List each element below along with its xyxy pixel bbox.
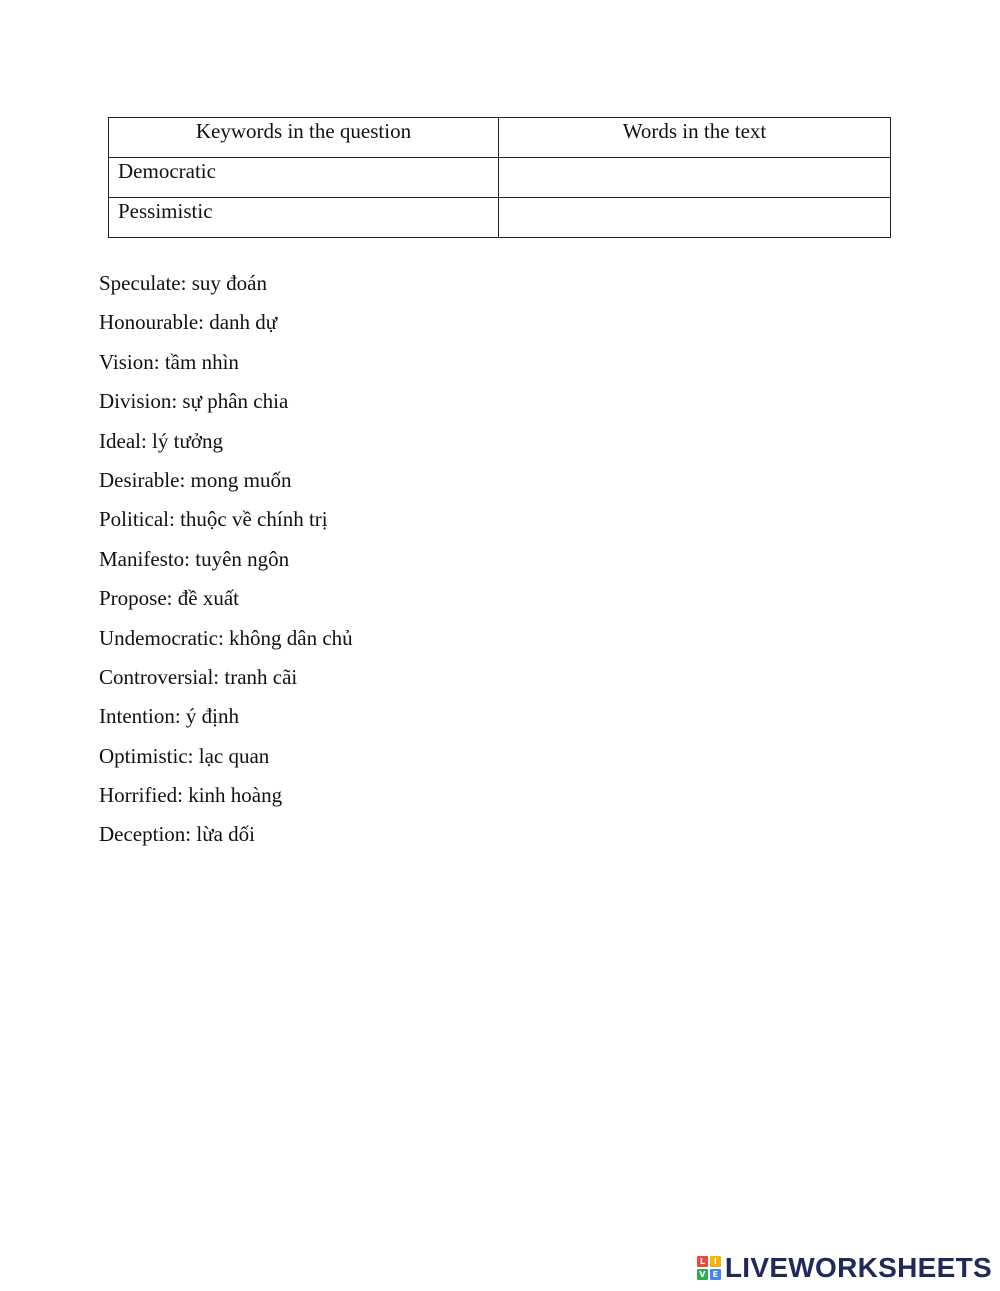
keywords-table: [108, 117, 891, 238]
table-row: [109, 198, 891, 238]
vocab-item: Horrified: kinh hoàng: [99, 783, 283, 808]
logo-letter-e: E: [710, 1269, 721, 1280]
vocab-item: Political: thuộc về chính trị: [99, 507, 328, 532]
vocab-item: Honourable: danh dự: [99, 310, 278, 335]
vocab-item: Controversial: tranh cãi: [99, 664, 298, 689]
logo-letter-v: V: [697, 1269, 708, 1280]
vocabulary-list: [99, 268, 353, 859]
answer-cell[interactable]: [499, 198, 891, 238]
header-words-in-text: Words in the text: [499, 118, 891, 158]
vocab-item: Vision: tầm nhìn: [99, 349, 239, 374]
keyword-cell: Democratic: [109, 158, 499, 198]
logo-letter-l: L: [697, 1256, 708, 1267]
answer-cell[interactable]: [499, 158, 891, 198]
logo-letter-i: I: [710, 1256, 721, 1267]
vocab-item: Manifesto: tuyên ngôn: [99, 546, 290, 571]
table-row: [109, 158, 891, 198]
vocab-item: Undemocratic: không dân chủ: [99, 625, 353, 650]
brand-name: LIVEWORKSHEETS: [724, 1252, 992, 1283]
vocab-item: Ideal: lý tưởng: [99, 428, 223, 453]
vocab-item: Deception: lừa dối: [99, 822, 256, 847]
liveworksheets-logo: [697, 1250, 992, 1286]
vocab-item: Optimistic: lạc quan: [99, 743, 270, 768]
header-keywords: Keywords in the question: [109, 118, 499, 158]
table-header-row: [109, 118, 891, 158]
vocab-item: Intention: ý định: [99, 704, 239, 729]
vocab-item: Desirable: mong muốn: [99, 467, 292, 492]
liveworksheets-icon: [697, 1256, 721, 1280]
vocab-item: Speculate: suy đoán: [99, 271, 267, 295]
vocab-item: Propose: đề xuất: [99, 586, 239, 611]
vocab-item: Division: sự phân chia: [99, 389, 289, 414]
keyword-cell: Pessimistic: [109, 198, 499, 238]
